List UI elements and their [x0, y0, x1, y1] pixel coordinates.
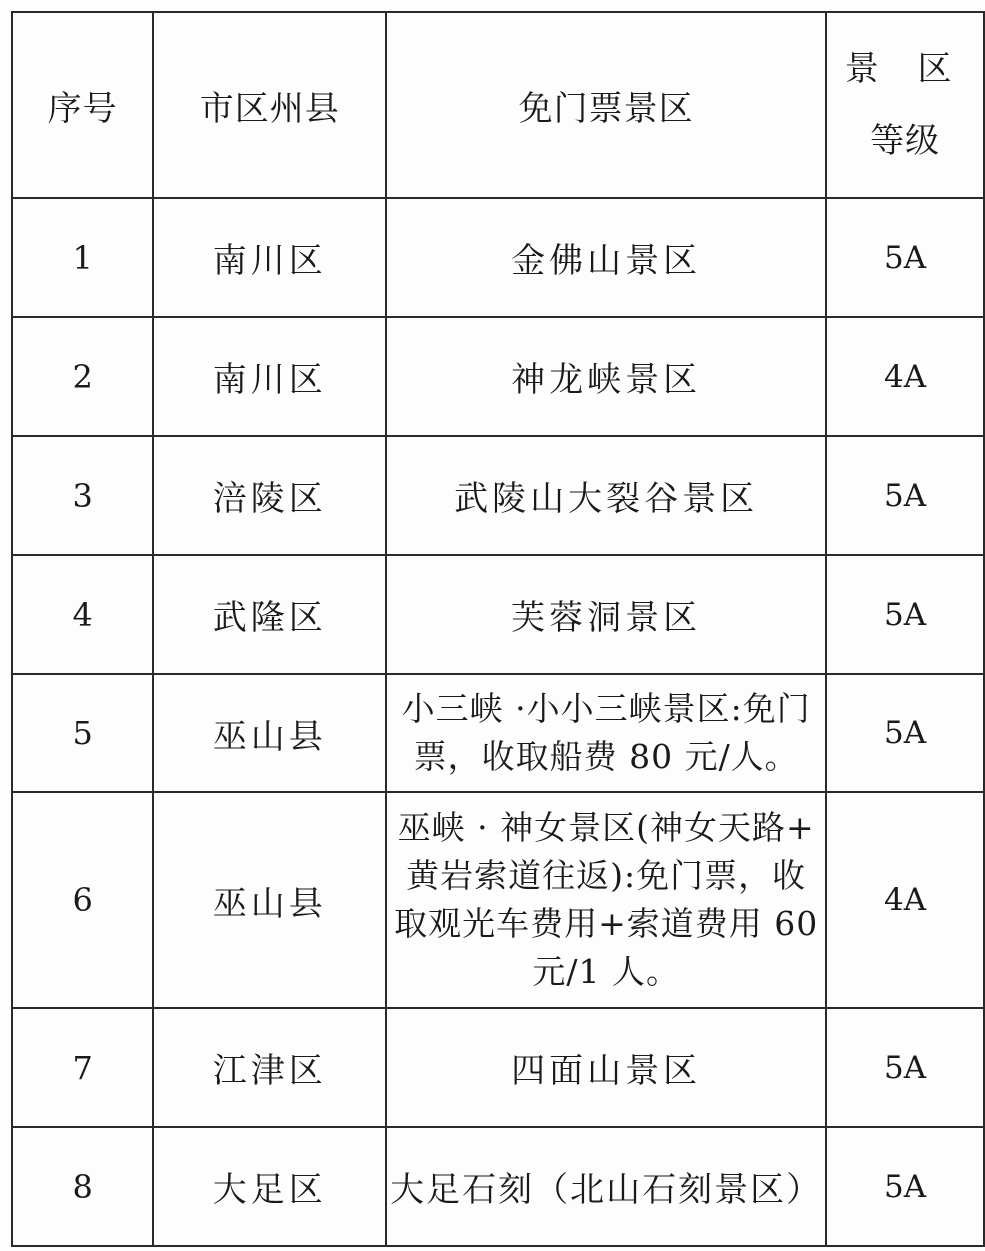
cell-level: 5A	[826, 555, 984, 674]
header-no: 序号	[12, 12, 153, 198]
header-spot: 免门票景区	[386, 12, 826, 198]
cell-no: 5	[12, 674, 153, 792]
cell-spot: 四面山景区	[386, 1008, 826, 1127]
cell-spot-line: 票，收取船费 80 元/人。	[413, 737, 799, 776]
cell-level: 5A	[826, 1008, 984, 1127]
table-row	[12, 674, 984, 792]
header-district: 市区州县	[153, 12, 386, 198]
cell-no: 8	[12, 1127, 153, 1246]
cell-spot: 神龙峡景区	[386, 317, 826, 436]
table-header-row	[12, 12, 984, 198]
cell-level: 5A	[826, 674, 984, 792]
cell-no: 2	[12, 317, 153, 436]
cell-no: 1	[12, 198, 153, 317]
cell-level: 5A	[826, 1127, 984, 1246]
header-level-line1: 景 区	[844, 49, 966, 89]
cell-spot-line: 黄岩索道往返):免门票，收	[406, 856, 807, 895]
cell-spot-line: 小三峡 ·小小三峡景区:免门	[401, 689, 811, 728]
cell-spot: 芙蓉洞景区	[386, 555, 826, 674]
table-row	[12, 317, 984, 436]
cell-no: 7	[12, 1008, 153, 1127]
table-row	[12, 436, 984, 555]
cell-district: 大足区	[153, 1127, 386, 1246]
cell-district: 南川区	[153, 198, 386, 317]
table-row	[12, 1008, 984, 1127]
cell-no: 6	[12, 792, 153, 1008]
cell-spot: 金佛山景区	[386, 198, 826, 317]
table-row	[12, 1127, 984, 1246]
cell-district: 巫山县	[153, 792, 386, 1008]
cell-level: 4A	[826, 317, 984, 436]
header-level	[826, 12, 984, 198]
cell-spot-line: 巫峡 · 神女景区(神女天路+	[397, 808, 815, 847]
cell-spot-line: 元/1 人。	[532, 952, 680, 991]
table-row	[12, 555, 984, 674]
table-row	[12, 198, 984, 317]
cell-no: 4	[12, 555, 153, 674]
cell-no: 3	[12, 436, 153, 555]
cell-level: 4A	[826, 792, 984, 1008]
header-level-line2: 等级	[870, 121, 941, 161]
scenic-spots-table	[11, 11, 985, 1247]
cell-level: 5A	[826, 198, 984, 317]
table-row	[12, 792, 984, 1008]
cell-district: 南川区	[153, 317, 386, 436]
cell-spot: 大足石刻（北山石刻景区）	[386, 1127, 826, 1246]
cell-spot-line: 取观光车费用+索道费用 60	[394, 904, 819, 943]
cell-district: 巫山县	[153, 674, 386, 792]
cell-district: 涪陵区	[153, 436, 386, 555]
cell-level: 5A	[826, 436, 984, 555]
cell-spot	[386, 792, 826, 1008]
cell-spot	[386, 674, 826, 792]
cell-spot: 武陵山大裂谷景区	[386, 436, 826, 555]
cell-district: 江津区	[153, 1008, 386, 1127]
cell-district: 武隆区	[153, 555, 386, 674]
